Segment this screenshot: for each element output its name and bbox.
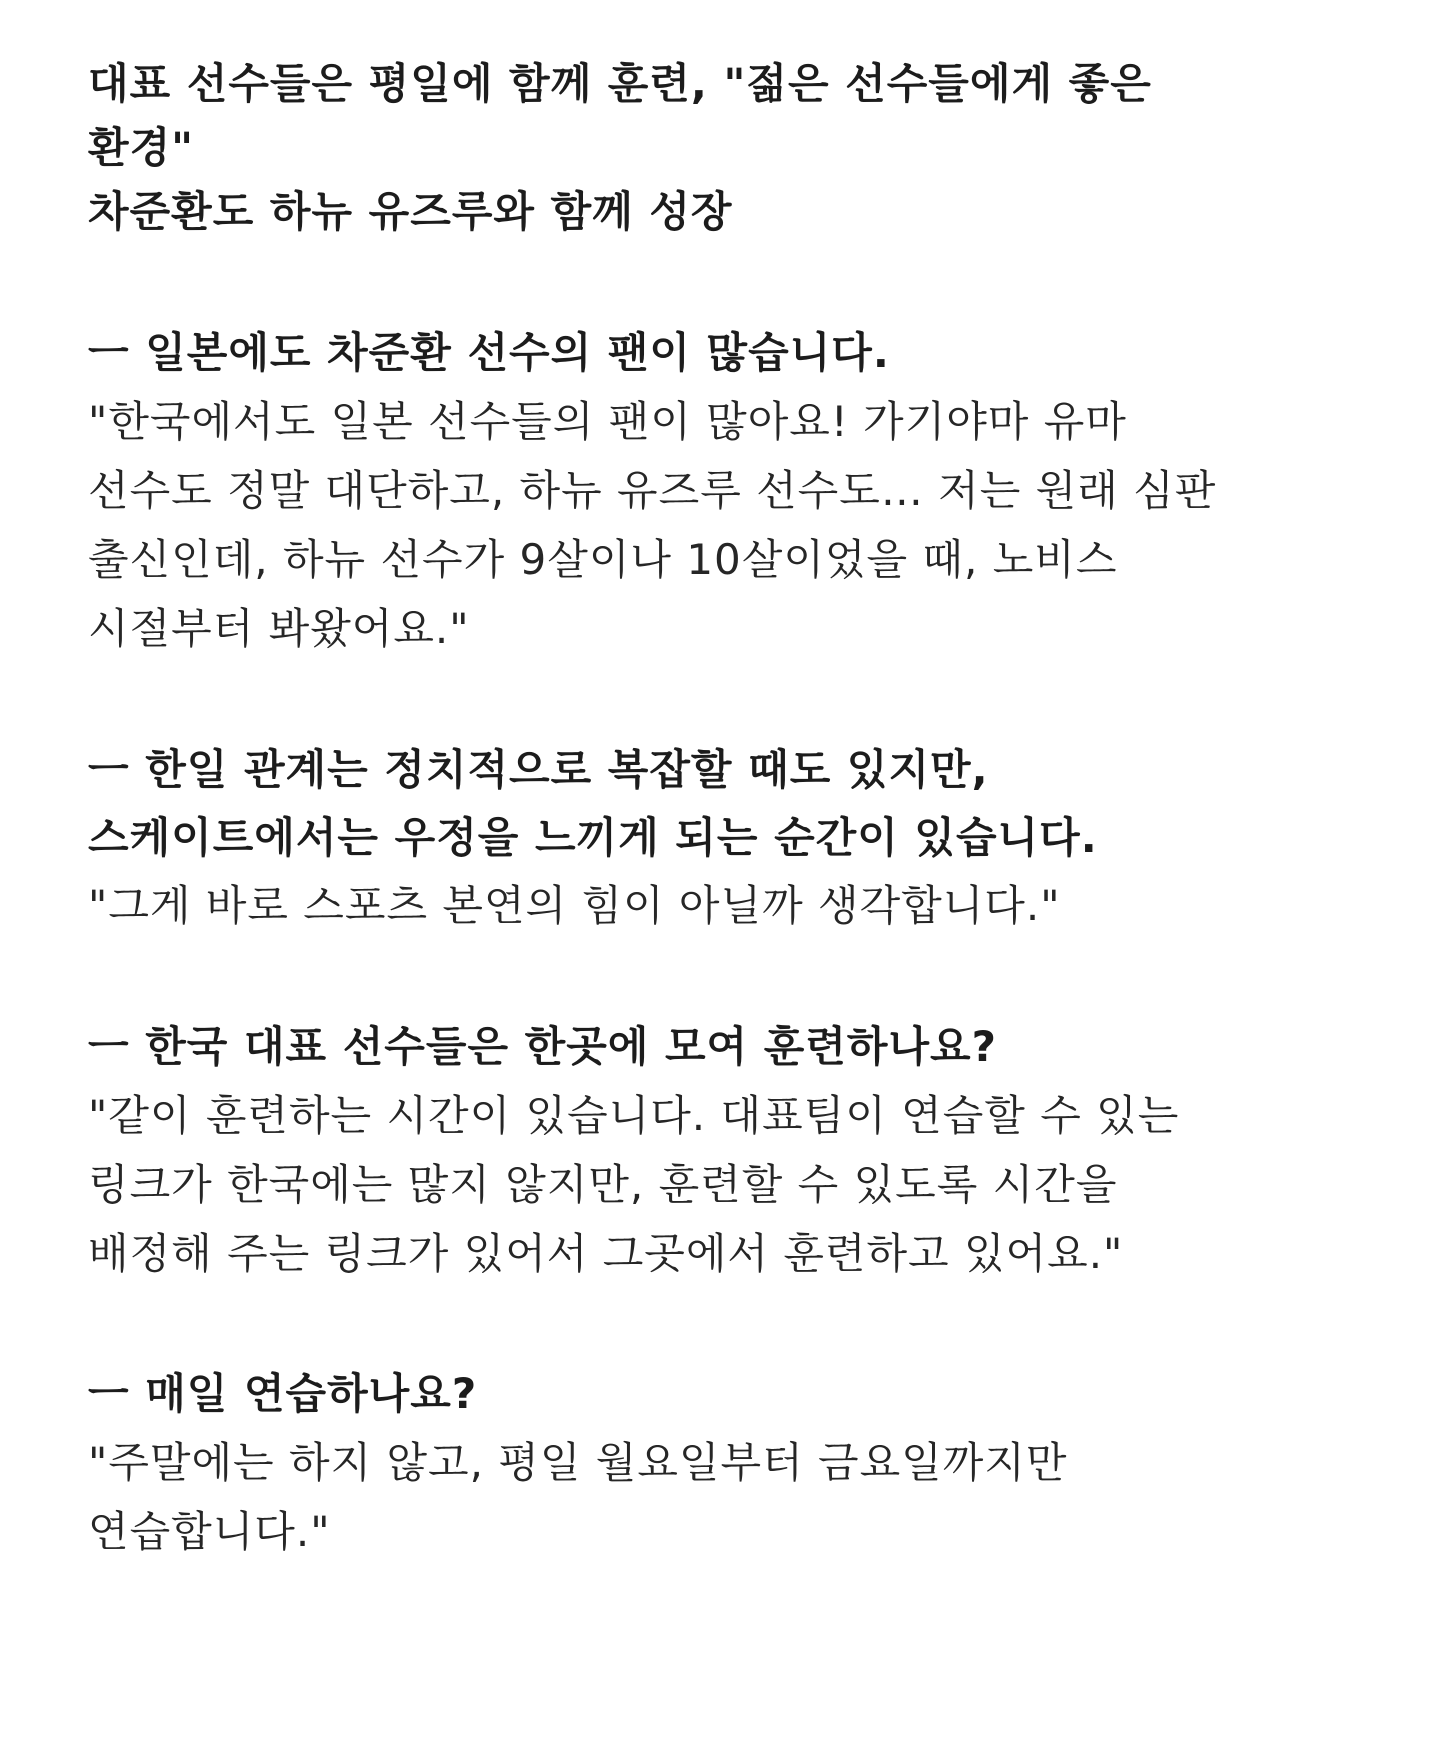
answer-line: "한국에서도 일본 선수들의 팬이 많아요! 가기야마 유마 <box>88 397 1127 446</box>
answer-line: 연습합니다." <box>88 1507 331 1556</box>
answer-line: "같이 훈련하는 시간이 있습니다. 대표팀이 연습할 수 있는 <box>88 1091 1180 1140</box>
answer-line: 선수도 정말 대단하고, 하뉴 유즈루 선수도… 저는 원래 심판 <box>88 466 1217 515</box>
answer-line: 배정해 주는 링크가 있어서 그곳에서 훈련하고 있어요." <box>88 1229 1124 1278</box>
answer-line: 링크가 한국에는 많지 않지만, 훈련할 수 있도록 시간을 <box>88 1160 1118 1209</box>
question-line: 스케이트에서는 우정을 느끼게 되는 순간이 있습니다. <box>88 813 1098 862</box>
subheading-line: 환경" <box>88 123 195 172</box>
answer-line: "주말에는 하지 않고, 평일 월요일부터 금요일까지만 <box>88 1438 1068 1487</box>
question-line: ㅡ 한일 관계는 정치적으로 복잡할 때도 있지만, <box>88 745 989 794</box>
question-line: ㅡ 일본에도 차준환 선수의 팬이 많습니다. <box>88 328 890 377</box>
question-line: ㅡ 한국 대표 선수들은 한곳에 모여 훈련하나요? <box>88 1022 997 1071</box>
subheading-line: 대표 선수들은 평일에 함께 훈련, "젊은 선수들에게 좋은 <box>88 59 1152 108</box>
subheading-line: 차준환도 하뉴 유즈루와 함께 성장 <box>88 187 733 236</box>
answer-line: 시절부터 봐왔어요." <box>88 604 470 653</box>
question-line: ㅡ 매일 연습하나요? <box>88 1369 478 1418</box>
answer-line: "그게 바로 스포츠 본연의 힘이 아닐까 생각합니다." <box>88 881 1061 930</box>
answer-line: 출신인데, 하뉴 선수가 9살이나 10살이었을 때, 노비스 <box>88 535 1118 584</box>
